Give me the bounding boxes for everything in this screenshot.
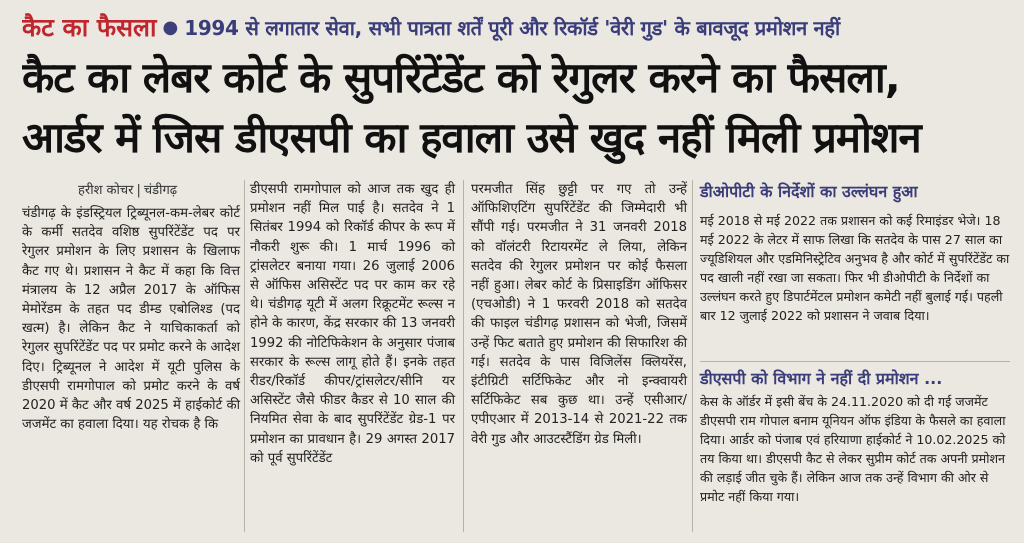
- kicker-label: कैट का फैसला: [22, 13, 157, 42]
- headline-line-2: आर्डर में जिस डीएसपी का हवाला उसे खुद नहीं मिली प्रमोशन: [22, 113, 921, 162]
- sidebar-heading-1: डीओपीटी के निर्देशों का उल्लंघन हुआ: [700, 182, 918, 201]
- headline: [22, 48, 1007, 168]
- sidebar-heading-2: डीएसपी को विभाग ने नहीं दी प्रमोशन ...: [700, 369, 943, 388]
- kicker-text: 1994 से लगातार सेवा, सभी पात्रता शर्तें पूरी और रिकॉर्ड 'वेरी गुड' के बावजूद प्रमोशन नहीं: [184, 15, 840, 40]
- headline-line-1: कैट का लेबर कोर्ट के सुपरिंटेंडेंट को रेगुलर करने का फैसला,: [22, 53, 900, 102]
- article-column-1: चंडीगढ़ के इंडस्ट्रियल ट्रिब्यूनल-कम-लेबर कोर्ट के कर्मी सतदेव वशिष्ठ सुपरिंटेंडेंट पद पर रेगुलर प्रमोशन के लिए प्रशासन के खिलाफ कैट गए थे। प्रशासन ने कैट में कहा कि वित्त मंत्रालय के 12 अप्रैल 2017 के ऑफिस मेमोरेंडम के तहत पद डीम्ड एबोलिश्ड (पद खत्म) है। लेकिन कैट ने याचिकाकर्ता को रेगुलर सुपरिंटेंडेंट पद पर प्रमोट करने के आदेश दिए। ट्रिब्यूनल ने आदेश में यूटी पुलिस के डीएसपी रामगोपाल को प्रमोट करने के वर्ष 2020 में कैट और वर्ष 2025 में हाईकोर्ट की जजमेंट का हवाला दिया। यह रोचक है कि: [22, 206, 240, 433]
- byline-author: हरीश कोचर: [78, 183, 134, 198]
- article-column-3: परमजीत सिंह छुट्टी पर गए तो उन्हें ऑफिशिएटिंग सुपरिंटेंडेंट की जिम्मेदारी भी सौंपी गई। परमजीत ने 31 जनवरी 2018 को वॉलंटरी रिटायरमेंट ले लिया, लेकिन सतदेव की रेगुलर प्रमोशन पर कोई फैसला नहीं हुआ। लेबर कोर्ट के प्रिसाइडिंग ऑफिसर (एचओडी) ने 1 फरवरी 2018 को सतदेव की फाइल चंडीगढ़ प्रशासन को भेजी, जिसमें उन्हें फिट बताते हुए प्रमोशन की सिफारिश की गई। सतदेव के पास विजिलेंस क्लियरेंस, इंटीग्रिटी सर्टिफिकेट और नो इन्क्वायरी सर्टिफिकेट सब कुछ था। उन्हें एसीआर/एपीएआर में 2013-14 से 2021-22 तक वेरी गुड और आउटस्टैंडिंग ग्रेड मिली।: [471, 182, 687, 447]
- kicker-line: [22, 8, 1007, 46]
- byline: [78, 180, 177, 198]
- column-divider-1: [244, 180, 245, 532]
- sidebar-paragraph-2: केस के ऑर्डर में इसी बेंच के 24.11.2020 को दी गई जजमेंट डीएसपी राम गोपाल बनाम यूनियन ऑफ इंडिया के फैसले का हवाला दिया। आर्डर को पंजाब एवं हरियाणा हाईकोर्ट ने 10.02.2025 को तय किया था। डीएसपी कैट से लेकर सुप्रीम कोर्ट तक अपनी प्रमोशन की लड़ाई जीत चुके हैं। लेकिन आज तक उन्हें विभाग की ओर से प्रमोट नहीं किया गया।: [700, 394, 1006, 504]
- byline-city: चंडीगढ़: [143, 183, 178, 198]
- column-divider-3: [692, 180, 693, 532]
- byline-separator: |: [136, 183, 141, 198]
- bullet-icon: ●: [162, 16, 179, 38]
- sidebar-paragraph-1: मई 2018 से मई 2022 तक प्रशासन को कई रिमाइंडर भेजे। 18 मई 2022 के लेटर में साफ लिखा कि सतदेव के पास 27 साल का ज्यूडिशियल और एडमिनिस्ट्रेटिव अनुभव है और कोर्ट में सुपरिंटेंडेंट का पद खाली नहीं रखा जा सकता। फिर भी डीओपीटी के निर्देशों का उल्लंघन करते हुए डिपार्टमेंटल प्रमोशन कमेटी नहीं बुलाई गई। पहली बार 12 जुलाई 2022 को प्रशासन ने जवाब दिया।: [700, 213, 1010, 323]
- sidebar-divider: [700, 361, 1010, 362]
- article-column-2: डीएसपी रामगोपाल को आज तक खुद ही प्रमोशन नहीं मिल पाई है। सतदेव ने 1 सितंबर 1994 को रिकॉर्ड कीपर के रूप में नौकरी शुरू की। 1 मार्च 1996 को ट्रांसलेटर बनाया गया। 26 जुलाई 2006 से ऑफिस असिस्टेंट पद पर काम कर रहे थे। चंडीगढ़ यूटी में अलग रिक्रूटमेंट रूल्स न होने के कारण, केंद्र सरकार की 13 जनवरी 1992 की नोटिफिकेशन के अनुसार पंजाब सरकार के रूल्स लागू होते हैं। इनके तहत रीडर/रिकॉर्ड कीपर/ट्रांसलेटर/सीनि यर असिस्टेंट जैसे फीडर कैडर से 10 साल की नियमित सेवा के बाद सुपरिंटेंडेंट ग्रेड-1 पर प्रमोशन का प्रावधान है। 29 अगस्त 2017 को पूर्व सुपरिंटेंडेंट: [250, 182, 455, 466]
- column-divider-2: [463, 180, 464, 532]
